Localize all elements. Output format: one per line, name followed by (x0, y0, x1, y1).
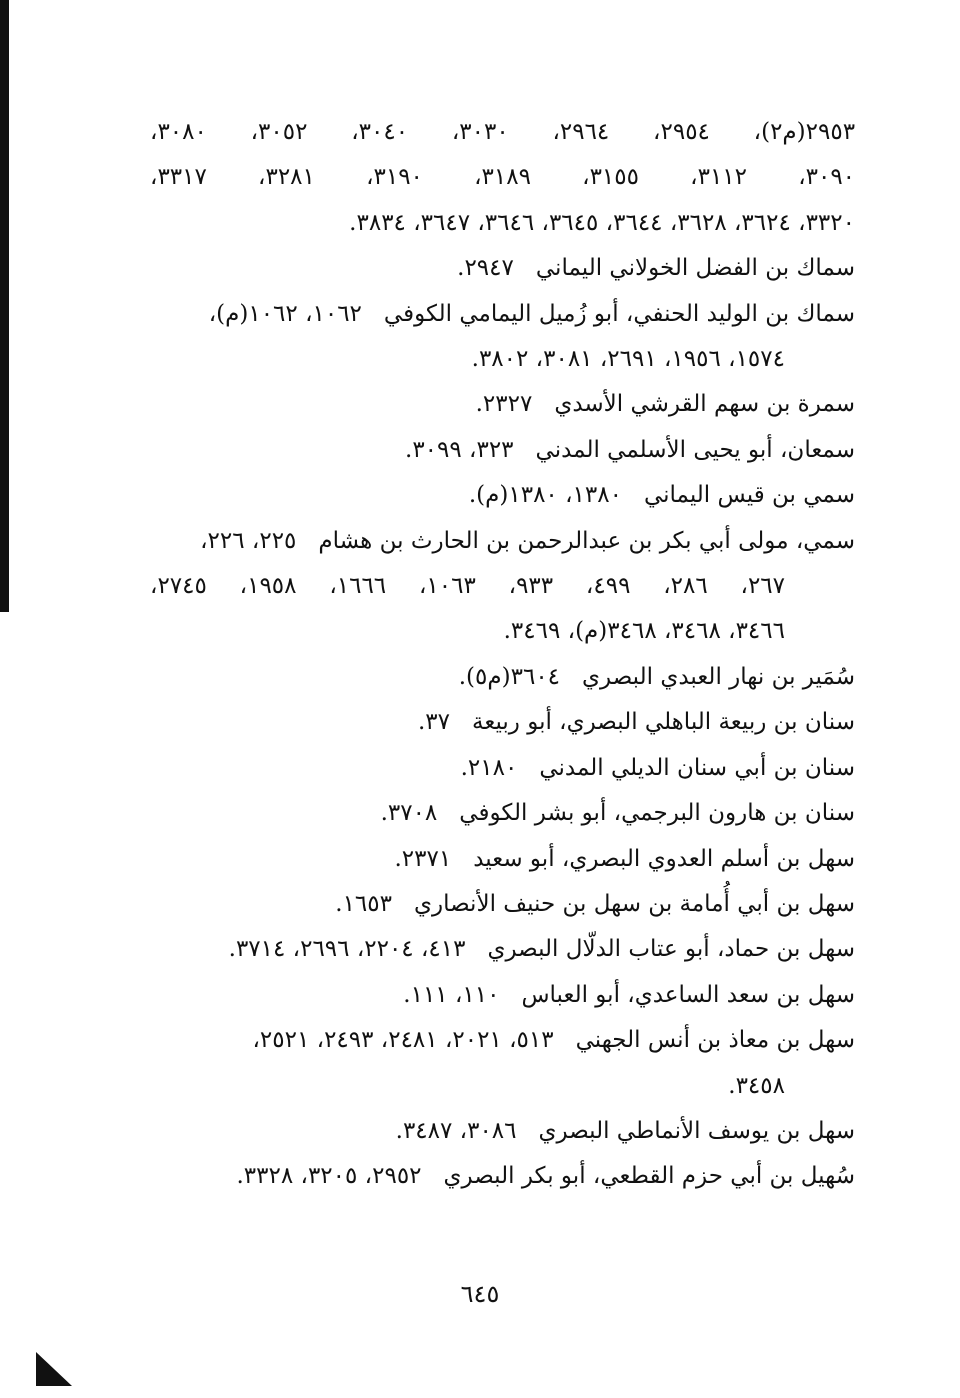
index-entry (150, 519, 855, 564)
narrator-name: سهل بن سعد الساعدي، أبو العباس (521, 981, 855, 1008)
index-entry (150, 655, 855, 700)
entry-references: ٢٩٤٧. (457, 255, 514, 282)
entry-references: ٣٧. (417, 709, 451, 736)
entry-references: ١٦٥٣. (335, 890, 392, 917)
index-entry (150, 973, 855, 1018)
index-entry (150, 882, 855, 927)
entry-references: ١٣٨٠، ١٣٨٠(م). (468, 482, 622, 509)
index-entry (150, 428, 855, 473)
narrator-name: سهل بن يوسف الأنماطي البصري (538, 1117, 855, 1144)
index-entry (150, 246, 855, 291)
entry-references: ٢٣٢٧. (475, 391, 533, 418)
index-entry (150, 382, 855, 427)
narrator-name: سمرة بن سهم القرشي الأسدي (554, 391, 855, 418)
name-index-list (150, 110, 855, 1200)
index-entry (150, 1109, 855, 1154)
narrator-name: سماك بن الوليد الحنفي، أبو زُميل اليمامي الكوفي (383, 300, 855, 327)
narrator-name: سهل بن معاذ بن أنس الجهني (575, 1027, 855, 1054)
narrator-name: سماك بن الفضل الخولاني اليماني (535, 255, 855, 282)
index-entry (150, 791, 855, 836)
narrator-name: سنان بن ربيعة الباهلي البصري، أبو ربيعة (472, 709, 855, 736)
entry-references: ٢٩٥٢، ٣٢٠٥، ٣٣٢٨. (236, 1163, 422, 1190)
entry-references: ٢٢٥، ٢٢٦، (200, 527, 297, 554)
narrator-name: سنان بن هارون البرجمي، أبو بشر الكوفي (459, 800, 855, 827)
narrator-name: سهل بن أسلم العدوي البصري، أبو سعيد (473, 845, 855, 872)
entry-references: ٣٠٨٦، ٣٤٨٧. (395, 1117, 517, 1144)
narrator-name: سهل بن أبي أُمامة بن سهل بن حنيف الأنصاري (413, 890, 855, 917)
index-entry (150, 700, 855, 745)
continuation-line: ٣٠٩٠، ٣١١٢، ٣١٥٥، ٣١٨٩، ٣١٩٠، ٣٢٨١، ٣٣١٧، (150, 164, 856, 191)
entry-references: ٣٧٠٨. (380, 800, 438, 827)
entry-references: ٥١٣، ٢٠٢١، ٢٤٨١، ٢٤٩٣، ٢٥٢١، (252, 1027, 554, 1054)
corner-triangle-mark (36, 1352, 72, 1386)
continuation-line: ٣٣٢٠، ٣٦٢٤، ٣٦٢٨، ٣٦٤٤، ٣٦٤٥، ٣٦٤٦، ٣٦٤٧، ٣٨٣٤. (349, 209, 855, 236)
entry-continuation: ١٥٧٤، ١٩٥٦، ٢٦٩١، ٣٠٨١، ٣٨٠٢. (471, 346, 785, 373)
index-entry (150, 1154, 855, 1199)
narrator-name: سنان بن أبي سنان الديلي المدني (539, 754, 855, 781)
page-number: ٦٤٥ (460, 1280, 500, 1308)
entry-references: ١١٠، ١١١. (403, 981, 500, 1008)
entry-continuation: ٢٦٧، ٢٨٦، ٤٩٩، ٩٣٣، ١٠٦٣، ١٦٦٦، ١٩٥٨، ٢٧٤٥، (150, 573, 786, 600)
index-entry (150, 473, 855, 518)
narrator-name: سمي بن قيس اليماني (643, 482, 855, 509)
entry-references: ٤١٣، ٢٢٠٤، ٢٦٩٦، ٣٧١٤. (228, 936, 466, 963)
entry-continuation: ٣٤٦٦، ٣٤٦٨، ٣٤٦٨(م)، ٣٤٦٩. (503, 618, 785, 645)
entry-references: ٣٦٠٤(م٥). (458, 663, 561, 690)
narrator-name: سهل بن حماد، أبو عتاب الدلّال البصري (487, 936, 855, 963)
entry-continuation: ٣٤٥٨. (728, 1072, 785, 1099)
continuation-line: ٢٩٥٣(م٢)، ٢٩٥٤، ٢٩٦٤، ٣٠٣٠، ٣٠٤٠، ٣٠٥٢، ٣٠٨٠، (150, 119, 856, 145)
index-entry (150, 292, 855, 337)
index-entry (150, 1018, 855, 1063)
entry-references: ٢٣٧١. (394, 845, 452, 872)
narrator-name: سُهيل بن أبي حزم القطعي، أبو بكر البصري (443, 1163, 855, 1190)
narrator-name: سمي، مولى أبي بكر بن عبدالرحمن بن الحارث بن هشام (318, 527, 855, 554)
narrator-name: سمعان، أبو يحيى الأسلمي المدني (535, 436, 855, 463)
index-entry (150, 746, 855, 791)
index-entry (150, 927, 855, 972)
entry-references: ٢١٨٠. (460, 754, 518, 781)
index-entry (150, 837, 855, 882)
entry-references: ١٠٦٢، ١٠٦٢(م)، (208, 300, 362, 327)
page-edge-scan-shadow (0, 0, 9, 612)
narrator-name: سُمَير بن نهار العبدي البصري (582, 663, 855, 690)
entry-references: ٣٢٣، ٣٠٩٩. (405, 436, 514, 463)
